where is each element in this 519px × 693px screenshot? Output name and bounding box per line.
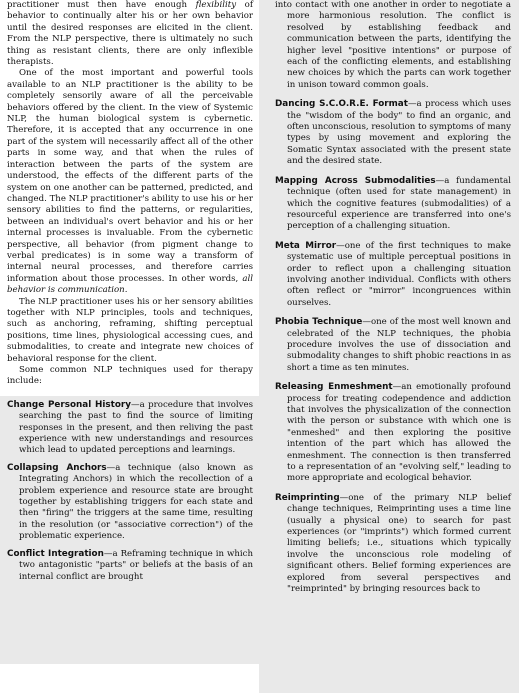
paragraph-practitioner-tools: The NLP practitioner uses his or her sensory abilities together with NLP principles, tools and techniques, such as anchoring, reframing, shifting perceptual positions, time lines, physiological accessing cues, and submodalities, to create and integrate new choices of behavioral response for the client.	[7, 296, 253, 364]
technique-entry	[275, 382, 511, 485]
technique-description: —one of the most well known and celebrated of the NLP techniques, the phobia procedure involves the use of dissociation and submodality changes to shift phobic reactions in as short a time as ten minutes.	[287, 317, 511, 373]
left-column	[0, 0, 259, 693]
technique-term: Meta Mirror	[275, 240, 337, 251]
techniques-box-left	[0, 396, 259, 664]
technique-description: —a Reframing technique in which two antagonistic "parts" or beliefs at the basis of an internal conflict are brought	[19, 548, 254, 582]
technique-entry	[275, 493, 511, 596]
emphasis-behavior-communication: all behavior is communication	[7, 273, 253, 296]
technique-term: Reimprinting	[275, 492, 340, 503]
technique-term: Change Personal History	[7, 399, 131, 410]
technique-entry	[275, 241, 511, 309]
technique-continuation: into contact with one another in order to negotiate a more harmonious resolution. The conflict is resolved by establishing feedback and communication between the parts, identifying the higher level "positive intentions" or purpose of each of the conflicting elements, and establishing new choices by which the parts can work together in unison toward common goals.	[275, 0, 511, 90]
right-column	[259, 0, 519, 693]
technique-term: Phobia Technique	[275, 317, 363, 328]
technique-entry	[275, 176, 511, 233]
technique-term: Releasing Enmeshment	[275, 382, 393, 393]
paragraph-techniques-intro: Some common NLP techniques used for therapy include:	[7, 365, 253, 387]
technique-term: Collapsing Anchors	[7, 462, 107, 473]
technique-description: —a procedure that involves searching the past to find the source of limiting responses in the present, and then reliving the past experience with new understandings and resources which lead to updated perceptions and learnings.	[19, 399, 253, 456]
technique-description: —an emotionally profound process for treating codependence and addiction that involves the physicalization of the connection with the person or substance with which one is "enmeshed" and then exploring the positive intention of the part which has allowed the enmeshment. The connection is then transferred to a representation of an "evolving self," leading to more appropriate and ecological behavior.	[287, 382, 511, 484]
technique-description: —one of the first techniques to make systematic use of multiple perceptual positions in order to reflect upon a challenging situation involving another individual. Conflicts with others often reflect or "mirror" incongruences within ourselves.	[287, 240, 511, 308]
technique-entry	[7, 549, 253, 583]
technique-entry	[275, 317, 511, 374]
technique-term: Mapping Across Submodalities	[275, 175, 436, 186]
technique-description: —one of the primary NLP belief change techniques, Reimprinting uses a time line (usually a physical one) to search for past experiences (or "imprints") which formed current limiting beliefs; i.e., situations which typically involve the unconscious role modeling of significant others. Belief forming experiences are explored from several perspectives and "reimprinted" by bringing resources back to	[287, 492, 511, 595]
technique-description: —a process which uses the "wisdom of the body" to find an organic, and often unconscious, resolution to symptoms of many types by using movement and exploring the Somatic Syntax associated with the present state and the desired state.	[287, 99, 511, 167]
technique-term: Dancing S.C.O.R.E. Format	[275, 99, 408, 110]
technique-entry	[7, 463, 253, 543]
paragraph-flexibility: practitioner must then have enough flexibility of behavior to continually alter his or her own behavior until the desired responses are elicited in the client. From the NLP perspective, there is ultimately no such thing as resistant clients, there are only inflexible therapists.	[7, 0, 253, 68]
technique-term: Conflict Integration	[7, 548, 104, 559]
technique-entry	[7, 400, 253, 457]
paragraph-sensory-awareness: One of the most important and powerful tools available to an NLP practitioner is the ability to be completely sensorily aware of all the perceivable behaviors offered by the client. In the view of Systemic NLP, the human biological system is cybernetic. Therefore, it is accepted that any occurrence in one part of the system will necessarily affect all of the other parts in some way, and that when the rules of interaction between the parts of the system are understood, the effects of the different parts of the system on one another can be patterned, predicted, and changed. The NLP practitioner's ability to use his or her sensory abilities to find the patterns, or regularities, between an individual's overt behavior and his or her internal processes is invaluable. From the cybernetic perspective, all behavior (from pigment change to verbal predicates) is in some way a transform of internal neural processes, and therefore carries information about those processes. In other words, all behavior is communication.	[7, 68, 253, 296]
emphasis-flexibility: flexibility	[195, 0, 237, 10]
technique-entry	[275, 99, 511, 167]
technique-description: —a fundamental technique (often used for state management) in which the cognitive features (submodalities) of a resourceful experience are transferred into one's perception of a challenging situation.	[287, 175, 512, 232]
technique-description: —a technique (also known as Integrating Anchors) in which the recollection of a problem experience and resource state are brought together by establishing triggers for each state and then "firing" the triggers at the same time, resulting in the resolution (or "associative correction") of the problematic experience.	[19, 462, 253, 542]
